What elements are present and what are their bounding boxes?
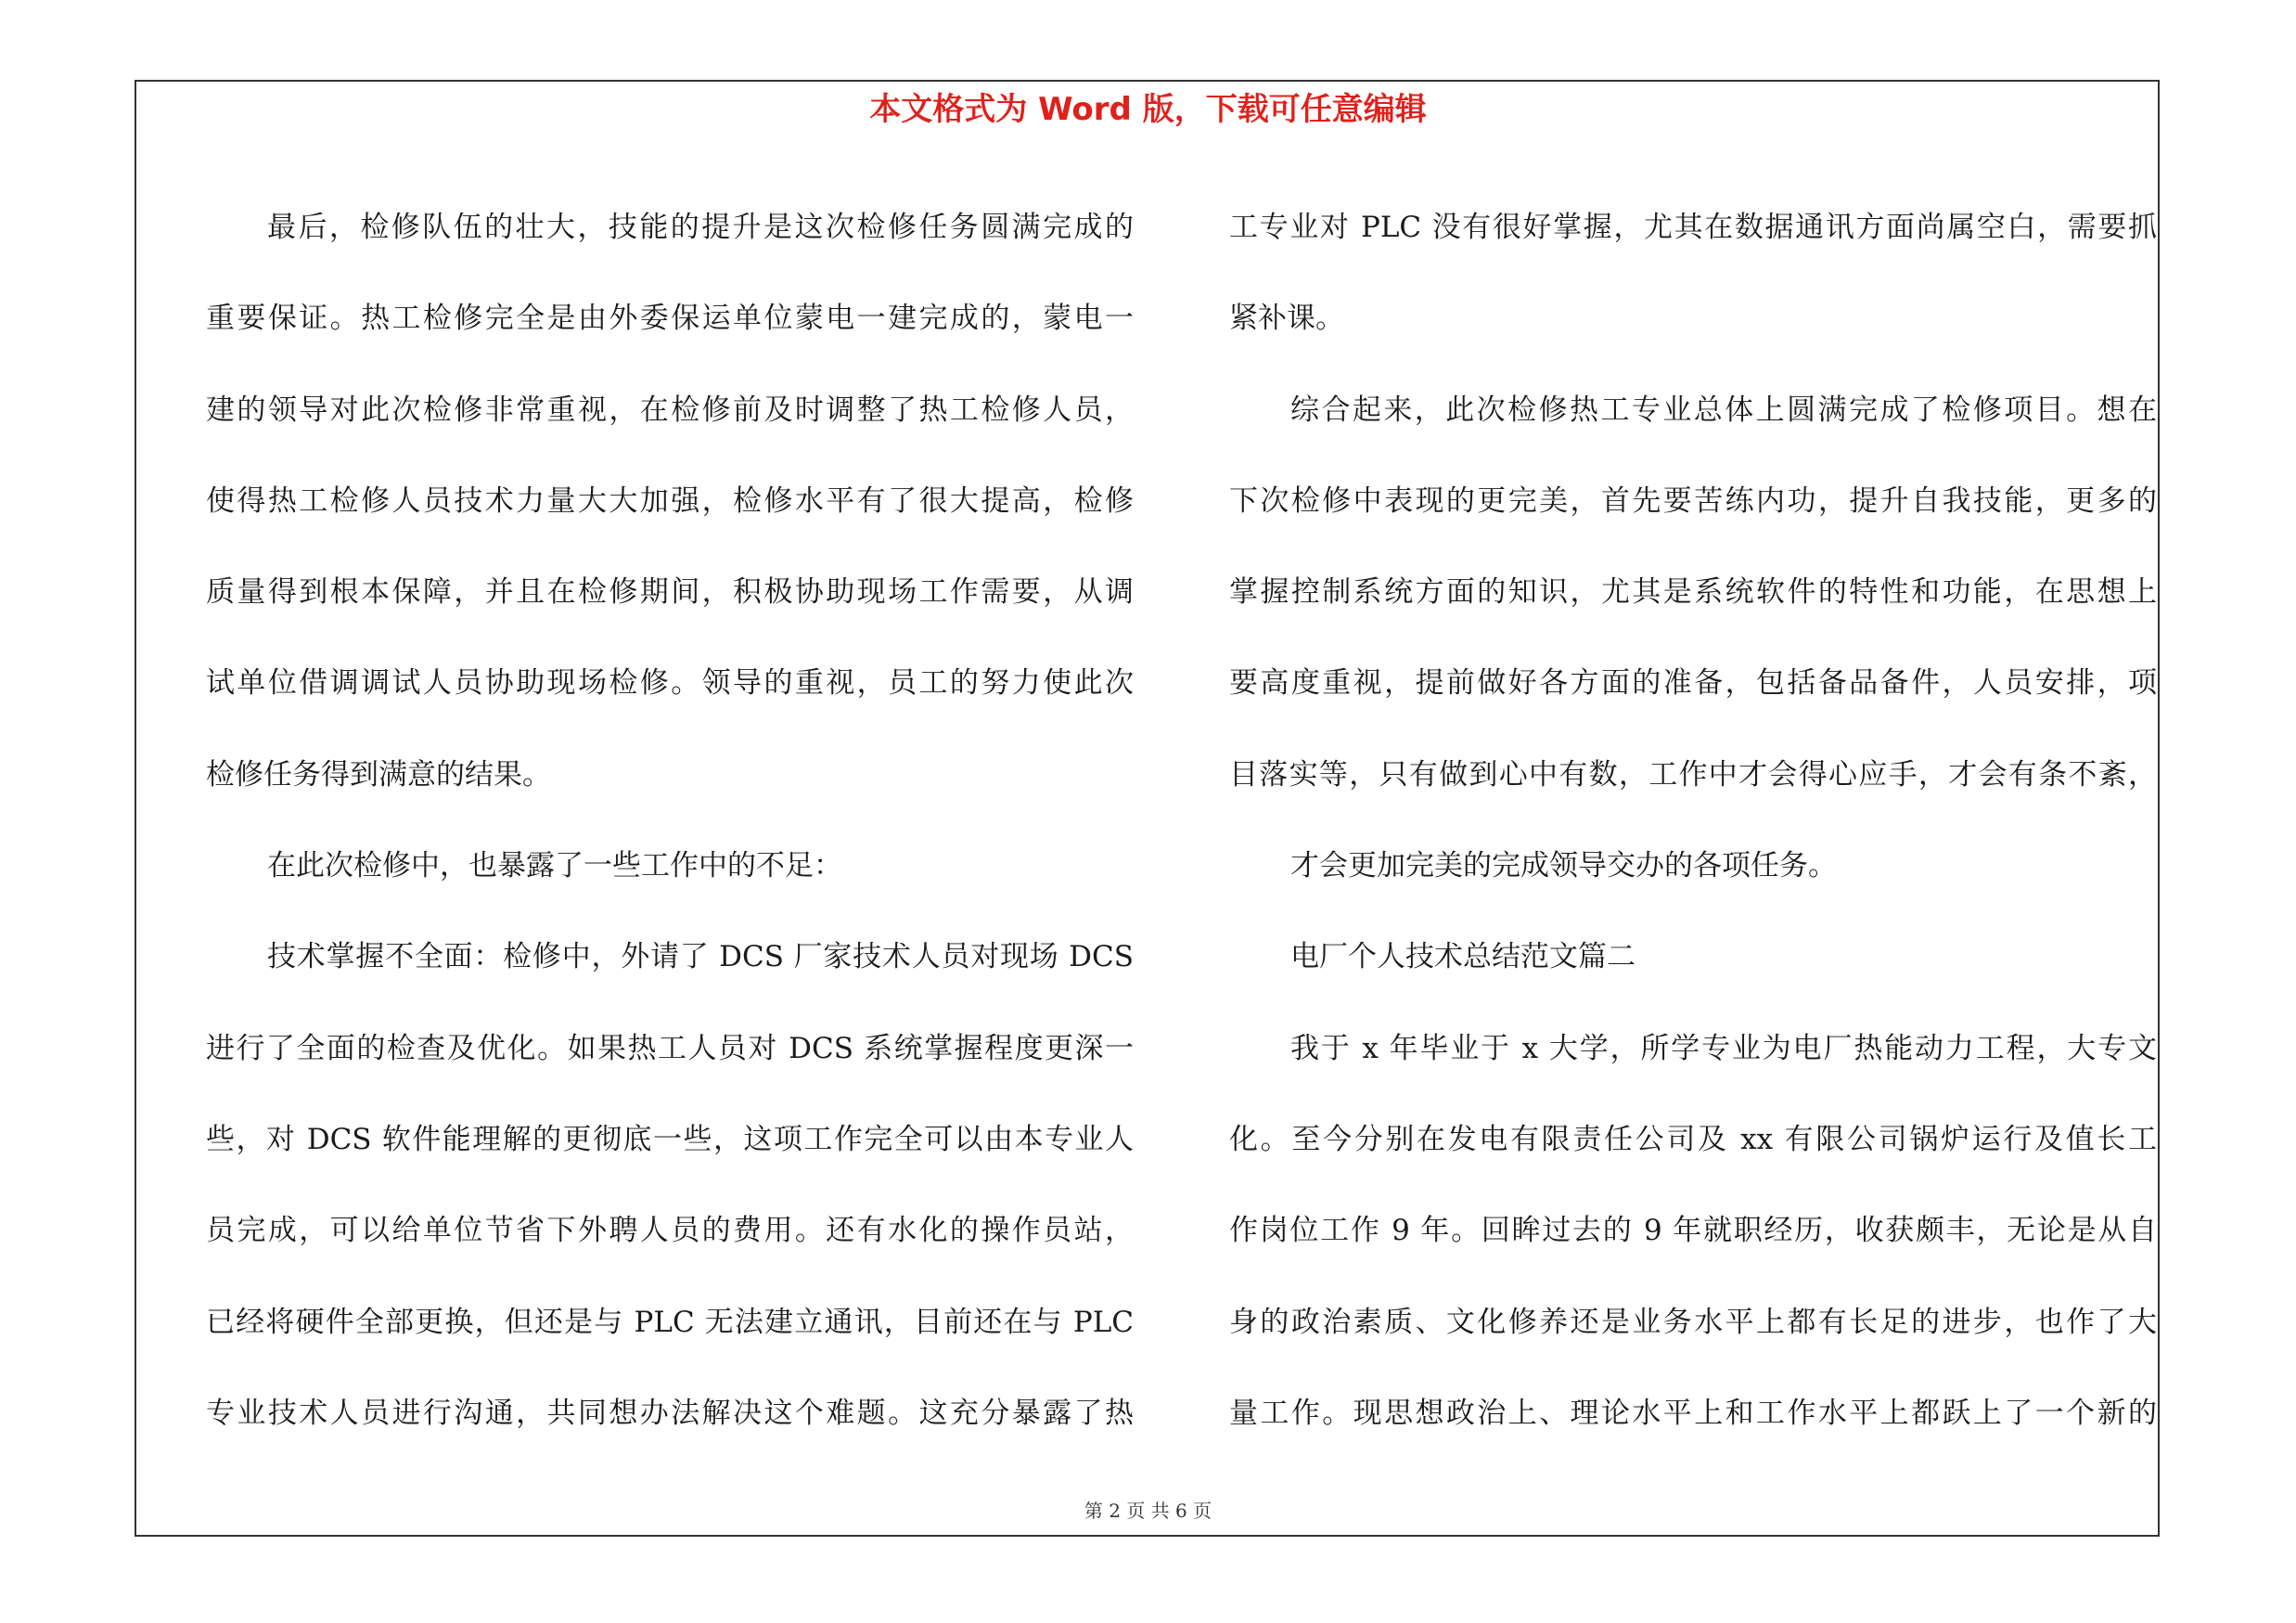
- document-header: 本文格式为 Word 版，下载可任意编辑: [869, 91, 1427, 128]
- text-line: 进行了全面的检查及优化。如果热工人员对 DCS 系统掌握程度更深一: [206, 1031, 1134, 1065]
- left-column: [206, 182, 1134, 1459]
- text-line: 员完成，可以给单位节省下外聘人员的费用。还有水化的操作员站，: [206, 1214, 1134, 1248]
- text-line: 些，对 DCS 软件能理解的更彻底一些，这项工作完全可以由本专业人: [206, 1122, 1134, 1156]
- text-line: 建的领导对此次检修非常重视，在检修前及时调整了热工检修人员，: [206, 393, 1134, 427]
- right-column: [1229, 182, 2157, 1459]
- text-line: 紧补课。: [1229, 302, 1344, 336]
- text-line: 下次检修中表现的更完美，首先要苦练内功，提升自我技能，更多的: [1229, 483, 2157, 518]
- text-line: 量工作。现思想政治上、理论水平上和工作水平上都跃上了一个新的: [1229, 1396, 2157, 1430]
- text-line: 质量得到根本保障，并且在检修期间，积极协助现场工作需要，从调: [206, 575, 1134, 610]
- text-line: 工专业对 PLC 没有很好掌握，尤其在数据通讯方面尚属空白，需要抓: [1229, 211, 2157, 244]
- page-number: 第 2 页 共 6 页: [1084, 1500, 1212, 1522]
- text-line: 使得热工检修人员技术力量大大加强，检修水平有了很大提高，检修: [206, 483, 1134, 518]
- text-line: 目落实等，只有做到心中有数，工作中才会得心应手，才会有条不紊，: [1229, 757, 2157, 792]
- text-line: 试单位借调调试人员协助现场检修。领导的重视，员工的努力使此次: [206, 666, 1134, 701]
- text-line: 化。至今分别在发电有限责任公司及 xx 有限公司锅炉运行及值长工: [1229, 1122, 2157, 1156]
- text-line: 我于 x 年毕业于 x 大学，所学专业为电厂热能动力工程，大专文: [1290, 1031, 2157, 1065]
- text-line: 专业技术人员进行沟通，共同想办法解决这个难题。这充分暴露了热: [206, 1396, 1134, 1430]
- text-line: 作岗位工作 9 年。回眸过去的 9 年就职经历，收获颇丰，无论是从自: [1229, 1214, 2157, 1248]
- text-line: 技术掌握不全面：检修中，外请了 DCS 厂家技术人员对现场 DCS: [267, 940, 1134, 974]
- text-line: 才会更加完美的完成领导交办的各项任务。: [1290, 849, 1837, 883]
- text-line: 重要保证。热工检修完全是由外委保运单位蒙电一建完成的，蒙电一: [206, 302, 1134, 336]
- text-line: 综合起来，此次检修热工专业总体上圆满完成了检修项目。想在: [1290, 393, 2157, 427]
- text-line: 身的政治素质、文化修养还是业务水平上都有长足的进步，也作了大: [1229, 1305, 2157, 1339]
- text-line: 已经将硬件全部更换，但还是与 PLC 无法建立通讯，目前还在与 PLC: [206, 1305, 1134, 1339]
- text-line: 要高度重视，提前做好各方面的准备，包括备品备件，人员安排，项: [1229, 666, 2157, 701]
- text-line: 最后，检修队伍的壮大，技能的提升是这次检修任务圆满完成的: [267, 211, 1134, 244]
- section-heading: 电厂个人技术总结范文篇二: [1290, 940, 1635, 974]
- text-line: 掌握控制系统方面的知识，尤其是系统软件的特性和功能，在思想上: [1229, 575, 2157, 610]
- text-line: 在此次检修中，也暴露了一些工作中的不足：: [267, 849, 842, 883]
- text-line: 检修任务得到满意的结果。: [206, 757, 551, 792]
